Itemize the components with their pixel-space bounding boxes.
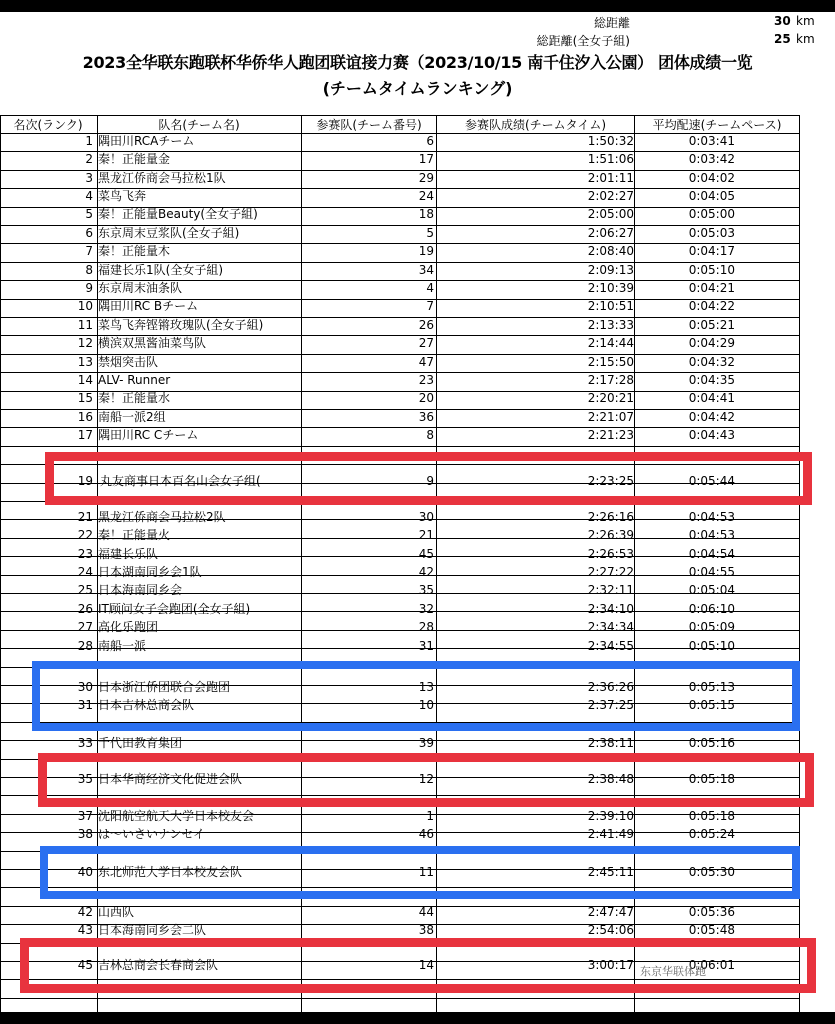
team-name-cell: 山西队 (98, 905, 135, 919)
team-name-cell: 隅田川RC Bチーム (98, 299, 199, 313)
team-time-cell: 2:21:07 (587, 410, 634, 424)
team-number-cell: 32 (418, 602, 434, 616)
team-pace-cell: 0:05:04 (688, 583, 735, 597)
rank-cell: 8 (85, 263, 93, 277)
team-name-cell: 日本海南同乡会 (98, 583, 183, 597)
team-number-cell: 13 (418, 680, 434, 694)
team-time-cell: 2:10:51 (587, 299, 634, 313)
total-distance-label: 総距離 (593, 16, 630, 30)
rank-cell: 31 (77, 698, 93, 712)
team-number-cell: 6 (426, 134, 434, 148)
team-pace-cell: 0:05:18 (688, 772, 735, 786)
team-number-cell: 45 (418, 547, 434, 561)
rank-cell: 45 (77, 958, 93, 972)
team-name-cell: は～いさいナンセイ (98, 827, 206, 841)
rank-cell: 30 (77, 680, 93, 694)
team-pace-cell: 0:04:17 (688, 244, 735, 258)
rank-cell: 14 (77, 373, 93, 387)
team-time-cell: 2:01:11 (587, 171, 634, 185)
team-number-cell: 30 (418, 510, 434, 524)
rank-cell: 35 (77, 772, 93, 786)
team-name-cell: 福建长乐1队(全女子組) (98, 263, 223, 277)
team-time-cell: 2:45:11 (587, 865, 634, 879)
team-name-cell: 吉林总商会长春商会队 (98, 958, 219, 972)
team-time-cell: 2:47:47 (587, 905, 634, 919)
highlight-box-red (38, 753, 814, 807)
team-number-cell: 36 (418, 410, 434, 424)
highlight-box-blue (32, 661, 800, 731)
team-name-cell: IT顾问女子会跑团(全女子組) (98, 602, 251, 616)
rank-cell: 16 (77, 410, 93, 424)
team-name-cell: 日本吉林总商会队 (98, 698, 195, 712)
rank-cell: 6 (85, 226, 93, 240)
team-pace-cell: 0:06:01 (688, 958, 735, 972)
team-pace-cell: 0:05:10 (688, 263, 735, 277)
header-team-time: 参赛队成绩(チームタイム) (464, 118, 607, 132)
rank-cell: 42 (77, 905, 93, 919)
team-pace-cell: 0:05:36 (688, 905, 735, 919)
team-time-cell: 2:34:10 (587, 602, 634, 616)
total-distance-unit: km (796, 14, 815, 28)
rank-cell: 24 (77, 565, 93, 579)
team-number-cell: 34 (418, 263, 434, 277)
rank-cell: 10 (77, 299, 93, 313)
team-name-cell: 隅田川RC Cチーム (98, 428, 199, 442)
rank-cell: 19 (77, 474, 93, 488)
rank-cell: 37 (77, 809, 93, 823)
rank-cell: 1 (85, 134, 93, 148)
team-number-cell: 10 (418, 698, 434, 712)
team-pace-cell: 0:05:00 (688, 207, 735, 221)
team-time-cell: 1:50:32 (587, 134, 634, 148)
team-number-cell: 21 (418, 528, 434, 542)
highlight-box-blue (40, 846, 800, 899)
bottom-black-bar (0, 1012, 835, 1024)
page-title: 2023全华联东跑联杯华侨华人跑团联谊接力赛（2023/10/15 南千住汐入公園） 团体成绩一览 (82, 53, 753, 72)
team-pace-cell: 0:05:15 (688, 698, 735, 712)
team-number-cell: 20 (418, 391, 434, 405)
women-distance-value: 25 (774, 32, 791, 46)
rank-cell: 3 (85, 171, 93, 185)
team-time-cell: 2:13:33 (587, 318, 634, 332)
team-time-cell: 2:34:34 (587, 620, 634, 634)
women-distance-unit: km (796, 32, 815, 46)
team-number-cell: 26 (418, 318, 434, 332)
team-pace-cell: 0:05:16 (688, 736, 735, 750)
rank-cell: 40 (77, 865, 93, 879)
team-pace-cell: 0:05:09 (688, 620, 735, 634)
team-name-cell: 东北师范大学日本校友会队 (98, 865, 243, 879)
team-time-cell: 2:14:44 (587, 336, 634, 350)
team-number-cell: 12 (418, 772, 434, 786)
team-number-cell: 29 (418, 171, 434, 185)
team-number-cell: 46 (418, 827, 434, 841)
header-team-pace: 平均配速(チームペース) (652, 118, 782, 132)
team-name-cell: 黑龙江侨商会马拉松2队 (98, 510, 226, 524)
highlight-box-red (45, 452, 812, 505)
team-time-cell: 1:51:06 (587, 152, 634, 166)
top-black-bar (0, 0, 835, 12)
team-name-cell: 秦！正能量火 (98, 528, 171, 542)
team-number-cell: 19 (418, 244, 434, 258)
team-time-cell: 2:17:28 (587, 373, 634, 387)
team-name-cell: 黑龙江侨商会马拉松1队 (98, 171, 226, 185)
team-time-cell: 2:10:39 (587, 281, 634, 295)
team-name-cell: 沈阳航空航天大学日本校友会 (98, 809, 255, 823)
rank-cell: 33 (77, 736, 93, 750)
rank-cell: 43 (77, 923, 93, 937)
team-name-cell: 日本华商经济文化促进会队 (98, 772, 243, 786)
team-number-cell: 9 (426, 474, 434, 488)
team-name-cell: 秦！正能量木 (98, 244, 171, 258)
rank-cell: 4 (85, 189, 93, 203)
team-name-cell: 南船一派 (98, 639, 147, 653)
team-pace-cell: 0:04:53 (688, 510, 735, 524)
team-pace-cell: 0:04:53 (688, 528, 735, 542)
team-number-cell: 38 (418, 923, 434, 937)
header-team-number: 参赛队(チーム番号) (316, 118, 422, 132)
team-time-cell: 2:23:25 (587, 474, 634, 488)
team-name-cell: 秦！正能量Beauty(全女子組) (98, 207, 258, 221)
page-subtitle: (チームタイムランキング) (322, 79, 513, 98)
team-pace-cell: 0:06:10 (688, 602, 735, 616)
team-time-cell: 2:38:48 (587, 772, 634, 786)
rank-cell: 2 (85, 152, 93, 166)
women-distance-label: 総距離(全女子組) (536, 34, 630, 48)
rank-cell: 12 (77, 336, 93, 350)
team-number-cell: 35 (418, 583, 434, 597)
team-time-cell: 2:02:27 (587, 189, 634, 203)
rank-cell: 23 (77, 547, 93, 561)
team-pace-cell: 0:04:41 (688, 391, 735, 405)
team-number-cell: 8 (426, 428, 434, 442)
team-time-cell: 2:41:49 (587, 827, 634, 841)
rank-cell: 7 (85, 244, 93, 258)
team-pace-cell: 0:04:35 (688, 373, 735, 387)
rank-cell: 15 (77, 391, 93, 405)
team-pace-cell: 0:05:18 (688, 809, 735, 823)
team-pace-cell: 0:04:54 (688, 547, 735, 561)
team-number-cell: 5 (426, 226, 434, 240)
team-pace-cell: 0:05:30 (688, 865, 735, 879)
team-number-cell: 11 (418, 865, 434, 879)
team-pace-cell: 0:04:29 (688, 336, 735, 350)
team-name-cell: 菜鸟飞奔铿锵玫瑰队(全女子組) (98, 318, 264, 332)
team-time-cell: 2:54:06 (587, 923, 634, 937)
team-number-cell: 14 (418, 958, 434, 972)
rank-cell: 26 (77, 602, 93, 616)
team-time-cell: 2:26:16 (587, 510, 634, 524)
team-number-cell: 18 (418, 207, 434, 221)
rank-cell: 11 (77, 318, 93, 332)
header-team-name: 队名(チーム名) (158, 118, 240, 132)
team-pace-cell: 0:05:44 (688, 474, 735, 488)
watermark-text: 东京华联体跑 (640, 965, 706, 978)
team-pace-cell: 0:04:43 (688, 428, 735, 442)
total-distance-value: 30 (774, 14, 791, 28)
team-number-cell: 28 (418, 620, 434, 634)
team-time-cell: 3:00:17 (587, 958, 634, 972)
team-number-cell: 44 (418, 905, 434, 919)
team-pace-cell: 0:05:10 (688, 639, 735, 653)
header-rank: 名次(ランク) (13, 118, 83, 132)
rank-cell: 17 (77, 428, 93, 442)
team-name-cell: 菜鸟飞奔 (98, 189, 147, 203)
rank-cell: 5 (85, 207, 93, 221)
team-name-cell: 东京周末豆浆队(全女子組) (98, 226, 240, 240)
team-time-cell: 2:05:00 (587, 207, 634, 221)
team-pace-cell: 0:04:42 (688, 410, 735, 424)
team-name-cell: 隅田川RCAチーム (98, 134, 195, 148)
rank-cell: 25 (77, 583, 93, 597)
team-name-cell: ALV- Runner (98, 373, 171, 387)
team-pace-cell: 0:05:13 (688, 680, 735, 694)
team-pace-cell: 0:03:42 (688, 152, 735, 166)
team-name-cell: 千代田教育集团 (98, 736, 183, 750)
team-pace-cell: 0:04:21 (688, 281, 735, 295)
team-pace-cell: 0:05:48 (688, 923, 735, 937)
team-time-cell: 2:15:50 (587, 355, 634, 369)
team-time-cell: 2:26:53 (587, 547, 634, 561)
team-number-cell: 47 (418, 355, 434, 369)
team-time-cell: 2:06:27 (587, 226, 634, 240)
team-time-cell: 2:08:40 (587, 244, 634, 258)
team-time-cell: 2:09:13 (587, 263, 634, 277)
rank-cell: 21 (77, 510, 93, 524)
team-name-cell: 日本海南同乡会二队 (98, 923, 207, 937)
team-time-cell: 2:39:10 (587, 809, 634, 823)
team-number-cell: 24 (418, 189, 434, 203)
team-number-cell: 23 (418, 373, 434, 387)
rank-cell: 9 (85, 281, 93, 295)
team-name-cell: 禁烟突击队 (98, 355, 159, 369)
team-pace-cell: 0:04:05 (688, 189, 735, 203)
team-time-cell: 2:32:11 (587, 583, 634, 597)
team-number-cell: 7 (426, 299, 434, 313)
team-number-cell: 17 (418, 152, 434, 166)
team-time-cell: 2:38:11 (587, 736, 634, 750)
team-pace-cell: 0:04:32 (688, 355, 735, 369)
team-name-cell: 横滨双黑酱油菜鸟队 (98, 336, 207, 350)
team-number-cell: 42 (418, 565, 434, 579)
team-pace-cell: 0:05:21 (688, 318, 735, 332)
team-name-cell: 南船一派2组 (98, 410, 166, 424)
team-number-cell: 4 (426, 281, 434, 295)
team-pace-cell: 0:05:03 (688, 226, 735, 240)
team-name-cell: 日本湖南同乡会1队 (98, 565, 202, 579)
team-number-cell: 39 (418, 736, 434, 750)
row-line (0, 998, 800, 999)
team-name-cell: 福建长乐队 (98, 547, 159, 561)
team-pace-cell: 0:04:02 (688, 171, 735, 185)
rank-cell: 13 (77, 355, 93, 369)
rank-cell: 27 (77, 620, 93, 634)
team-number-cell: 1 (426, 809, 434, 823)
team-number-cell: 27 (418, 336, 434, 350)
team-pace-cell: 0:04:55 (688, 565, 735, 579)
rank-cell: 28 (77, 639, 93, 653)
team-time-cell: 2:27:22 (587, 565, 634, 579)
team-name-cell: 丸友商事日本百名山会女子组( (100, 474, 261, 488)
team-pace-cell: 0:05:24 (688, 827, 735, 841)
team-name-cell: 高化乐跑团 (98, 620, 159, 634)
team-time-cell: 2:20:21 (587, 391, 634, 405)
team-time-cell: 2:37:25 (587, 698, 634, 712)
team-time-cell: 2:21:23 (587, 428, 634, 442)
team-name-cell: 秦！正能量水 (98, 391, 171, 405)
team-name-cell: 秦！正能量金 (98, 152, 171, 166)
row-line (0, 446, 800, 447)
team-name-cell: 东京周末油条队 (98, 281, 183, 295)
team-pace-cell: 0:04:22 (688, 299, 735, 313)
team-time-cell: 2:36:26 (587, 680, 634, 694)
team-time-cell: 2:34:55 (587, 639, 634, 653)
team-number-cell: 31 (418, 639, 434, 653)
team-name-cell: 日本浙江侨团联合会跑团 (98, 680, 231, 694)
team-pace-cell: 0:03:41 (688, 134, 735, 148)
team-time-cell: 2:26:39 (587, 528, 634, 542)
rank-cell: 22 (77, 528, 93, 542)
rank-cell: 38 (77, 827, 93, 841)
